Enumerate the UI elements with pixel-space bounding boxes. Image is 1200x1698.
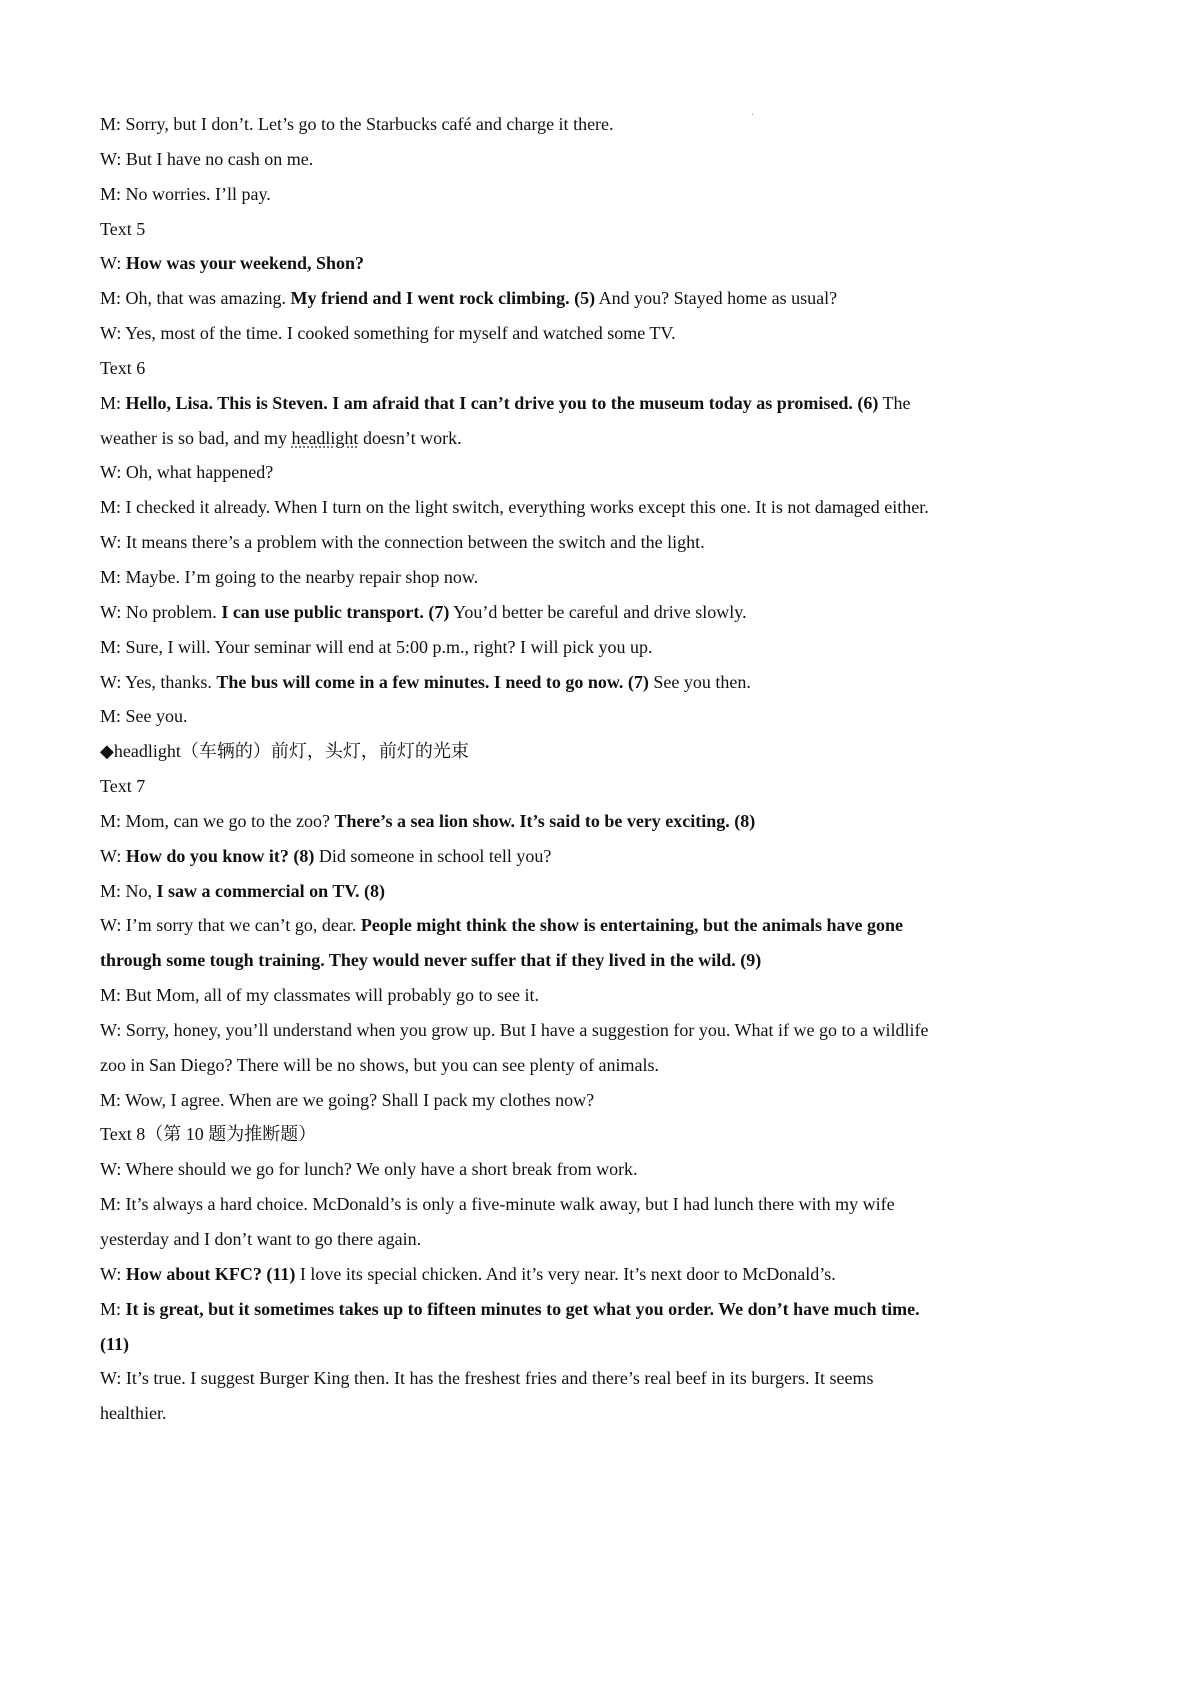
- text-run: W:: [100, 253, 126, 274]
- transcript-line: [100, 839, 1010, 874]
- text-run: M: Sure, I will. Your seminar will end at 5:00 p.m., right? I will pick you up.: [100, 636, 653, 657]
- transcript-line: [100, 630, 1010, 665]
- text-run: Text 6: [100, 357, 146, 378]
- transcript-line: [100, 1013, 1010, 1048]
- text-run: W: Sorry, honey, you’ll understand when you grow up. But I have a suggestion for you. What if we go to a wildlife: [100, 1019, 929, 1040]
- transcript-line: [100, 874, 1010, 909]
- transcript-line: [100, 107, 1010, 142]
- bold-text-run: Hello, Lisa. This is Steven. I am afraid that I can’t drive you to the museum today as promised. (6): [125, 392, 879, 413]
- bold-text-run: I can use public transport. (7): [221, 601, 450, 622]
- text-run: weather is so bad, and my: [100, 427, 292, 448]
- bold-text-run: How was your weekend, Shon?: [125, 253, 365, 274]
- transcript-line: [100, 1048, 1010, 1083]
- text-run: doesn’t work.: [358, 427, 462, 448]
- transcript-line: [100, 1083, 1010, 1118]
- transcript-line: [100, 699, 1010, 734]
- text-run: M: Mom, can we go to the zoo?: [100, 810, 335, 831]
- transcript-line: [100, 386, 1010, 421]
- transcript-line: [100, 1361, 1010, 1396]
- transcript-line: [100, 943, 1010, 978]
- transcript-line: [100, 421, 1010, 456]
- text-run: Text 5: [100, 218, 146, 239]
- text-run: W: It’s true. I suggest Burger King then. It has the freshest fries and there’s real beef in its burgers. It seems: [100, 1368, 874, 1389]
- text-run: M: See you.: [100, 706, 188, 727]
- text-run: W:: [100, 1263, 126, 1284]
- text-run: M: No,: [100, 880, 157, 901]
- transcript-line: [100, 1152, 1010, 1187]
- transcript-line: [100, 246, 1010, 281]
- transcript-line: [100, 1222, 1010, 1257]
- bold-text-run: I saw a commercial on TV. (8): [156, 880, 386, 901]
- transcript-line: [100, 455, 1010, 490]
- transcript-line: [100, 490, 1010, 525]
- text-run: Text 8（第 10 题为推断题）: [100, 1124, 317, 1145]
- bold-text-run: The bus will come in a few minutes. I need to go now. (7): [216, 671, 649, 692]
- text-run: yesterday and I don’t want to go there again.: [100, 1229, 422, 1249]
- text-run: W: But I have no cash on me.: [100, 148, 314, 169]
- transcript-line: [100, 525, 1010, 560]
- transcript-line: [100, 978, 1010, 1013]
- text-run: W: Where should we go for lunch? We only have a short break from work.: [100, 1159, 638, 1180]
- text-run: M: I checked it already. When I turn on the light switch, everything works except this one. It is not damaged either.: [100, 497, 929, 518]
- text-run: W: Yes, thanks.: [100, 671, 217, 692]
- transcript-line: [100, 177, 1010, 212]
- text-run: You’d better be careful and drive slowly.: [449, 601, 747, 622]
- transcript-line: [100, 769, 1010, 804]
- transcript-text: [100, 107, 1010, 1431]
- text-run: Text 7: [100, 776, 146, 797]
- transcript-line: [100, 665, 1010, 700]
- bold-text-run: (11): [100, 1333, 129, 1354]
- text-run: M: No worries. I’ll pay.: [100, 183, 271, 204]
- text-run: W: No problem.: [100, 601, 222, 622]
- transcript-line: [100, 281, 1010, 316]
- transcript-line: [100, 734, 1010, 769]
- text-run: headlight: [291, 427, 359, 448]
- text-run: M: Oh, that was amazing.: [100, 288, 291, 309]
- text-run: W: Yes, most of the time. I cooked something for myself and watched some TV.: [100, 323, 676, 344]
- text-run: zoo in San Diego? There will be no shows, but you can see plenty of animals.: [100, 1054, 660, 1075]
- bold-text-run: There’s a sea lion show. It’s said to be very exciting. (8): [334, 810, 756, 831]
- text-run: M: It’s always a hard choice. McDonald’s is only a five-minute walk away, but I had lunch there with my wife: [100, 1194, 895, 1215]
- bold-text-run: through some tough training. They would never suffer that if they lived in the wild. (9): [100, 950, 762, 971]
- text-run: M: Maybe. I’m going to the nearby repair shop now.: [100, 566, 479, 587]
- text-run: W: Oh, what happened?: [100, 462, 274, 483]
- transcript-line: [100, 351, 1010, 386]
- bold-text-run: People might think the show is entertaining, but the animals have gone: [360, 915, 903, 936]
- transcript-line: [100, 316, 1010, 351]
- text-run: W: I’m sorry that we can’t go, dear.: [100, 915, 361, 936]
- transcript-line: [100, 1396, 1010, 1431]
- transcript-line: [100, 1187, 1010, 1222]
- page-mark: ': [752, 112, 754, 121]
- text-run: M: Wow, I agree. When are we going? Shall I pack my clothes now?: [100, 1089, 595, 1110]
- transcript-line: [100, 212, 1010, 247]
- text-run: M: But Mom, all of my classmates will probably go to see it.: [100, 985, 539, 1006]
- transcript-line: [100, 142, 1010, 177]
- text-run: M: Sorry, but I don’t. Let’s go to the Starbucks café and charge it there.: [100, 114, 614, 134]
- text-run: I love its special chicken. And it’s very near. It’s next door to McDonald’s.: [295, 1263, 836, 1284]
- text-run: M:: [100, 1298, 126, 1319]
- bold-text-run: How do you know it? (8): [125, 845, 315, 866]
- transcript-line: [100, 908, 1010, 943]
- text-run: healthier.: [100, 1403, 167, 1424]
- text-run: The: [878, 392, 911, 413]
- transcript-line: [100, 1117, 1010, 1152]
- transcript-line: [100, 1327, 1010, 1362]
- bold-text-run: My friend and I went rock climbing. (5): [290, 288, 596, 309]
- transcript-line: [100, 1257, 1010, 1292]
- text-run: M:: [100, 392, 126, 413]
- text-run: And you? Stayed home as usual?: [595, 288, 838, 309]
- transcript-line: [100, 560, 1010, 595]
- bold-text-run: How about KFC? (11): [125, 1263, 296, 1284]
- text-run: Did someone in school tell you?: [314, 845, 552, 866]
- transcript-line: [100, 595, 1010, 630]
- text-run: W:: [100, 845, 126, 866]
- transcript-line: [100, 1292, 1010, 1327]
- text-run: See you then.: [648, 671, 751, 692]
- transcript-line: [100, 804, 1010, 839]
- bold-text-run: It is great, but it sometimes takes up to fifteen minutes to get what you order. We don’t have much time.: [125, 1298, 920, 1319]
- text-run: ◆headlight（车辆的）前灯，头灯，前灯的光束: [100, 741, 469, 762]
- text-run: W: It means there’s a problem with the connection between the switch and the light.: [100, 532, 705, 553]
